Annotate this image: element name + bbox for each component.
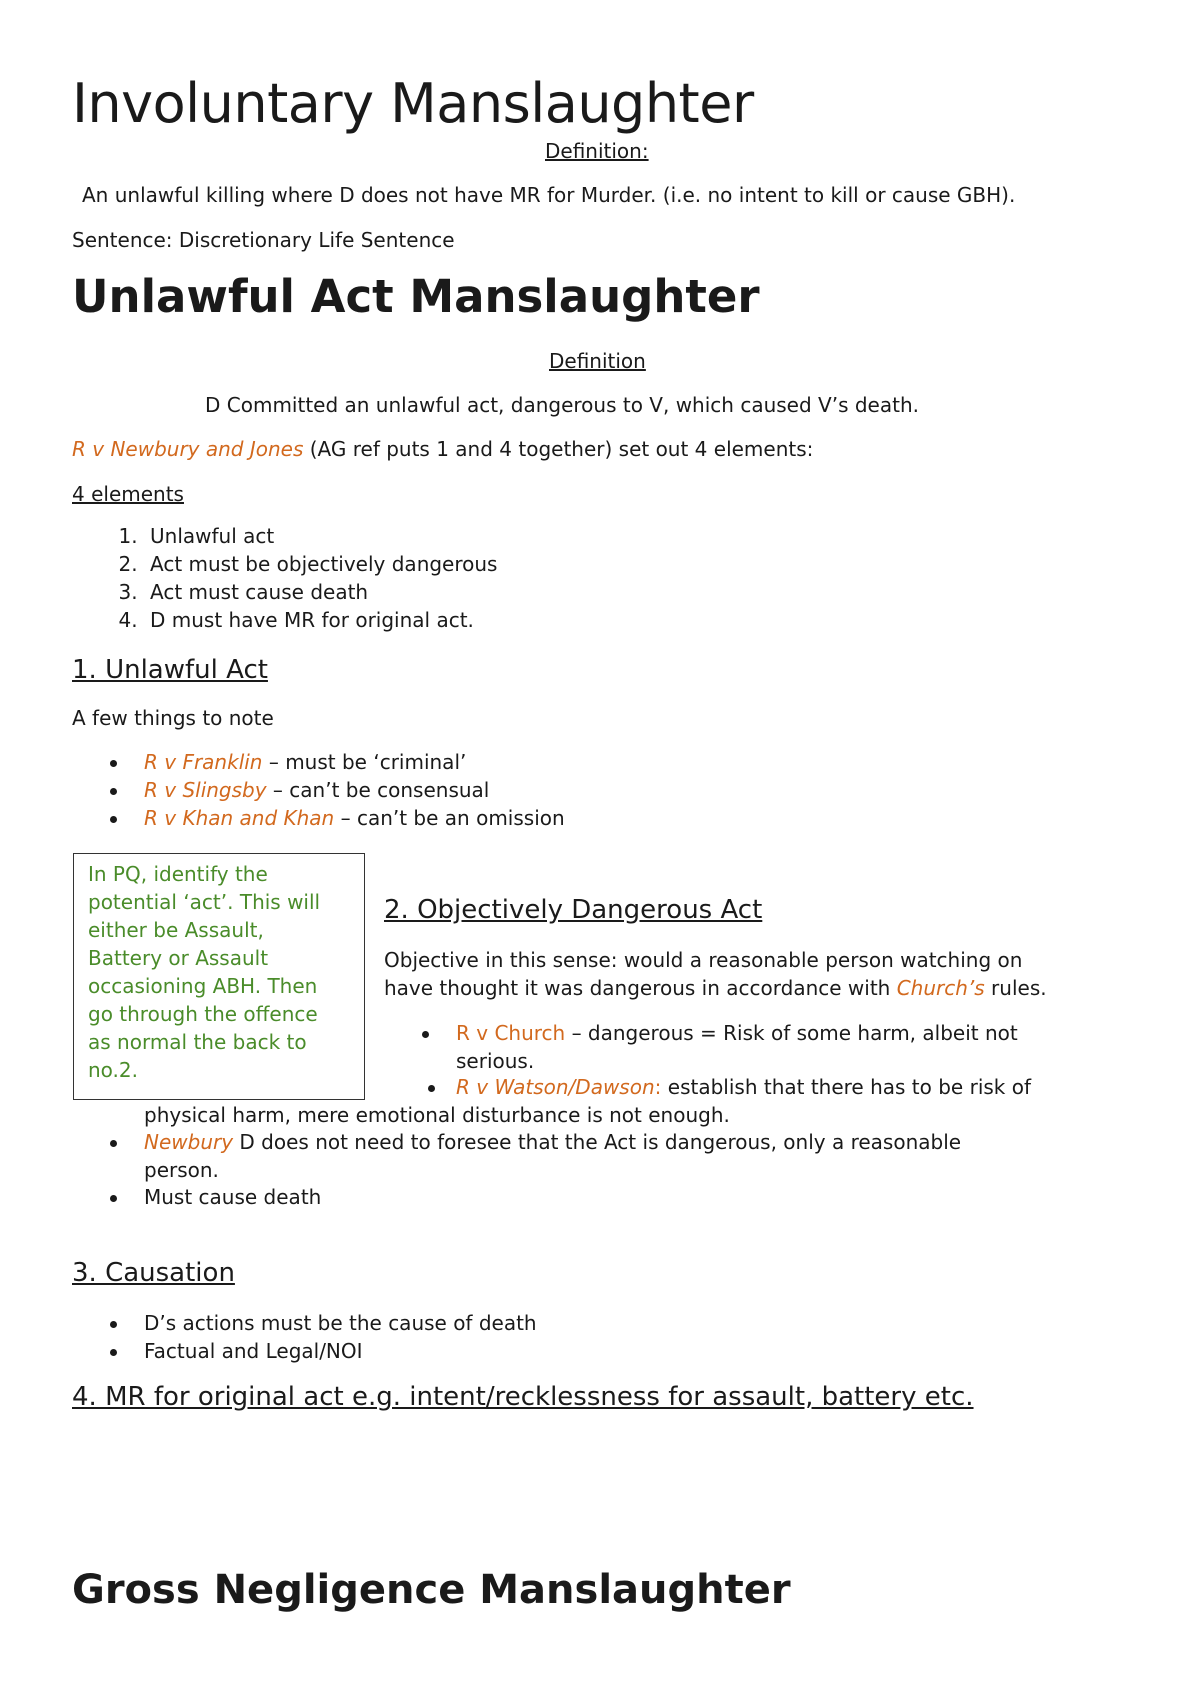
- list-item: [144, 750, 466, 774]
- pq-note-line: In PQ, identify the: [88, 862, 268, 886]
- case-name: Newbury: [144, 1130, 234, 1154]
- section-title-unlawful-act: Unlawful Act Manslaughter: [72, 270, 760, 323]
- list-item: 4. D must have MR for original act.: [144, 606, 497, 634]
- heading-objectively-dangerous: 2. Objectively Dangerous Act: [384, 895, 763, 925]
- list-item: [456, 1021, 1018, 1045]
- intro-text: rules.: [984, 976, 1047, 1000]
- section1-intro: A few things to note: [72, 706, 274, 730]
- list-item: [144, 778, 489, 802]
- bullet-dot: [110, 1349, 117, 1356]
- bullet-text: – must be ‘criminal’: [262, 750, 467, 774]
- newbury-line: [72, 437, 813, 461]
- pq-note-line: go through the offence: [88, 1002, 318, 1026]
- list-item: [144, 806, 565, 830]
- case-colon: :: [654, 1075, 662, 1099]
- list-item: D’s actions must be the cause of death: [144, 1311, 537, 1335]
- elements-label: 4 elements: [72, 482, 184, 506]
- heading-causation: 3. Causation: [72, 1258, 235, 1288]
- list-item: 3. Act must cause death: [144, 578, 497, 606]
- list-item: Factual and Legal/NOI: [144, 1339, 363, 1363]
- pq-note-line: no.2.: [88, 1058, 138, 1082]
- section2-intro-line2: [384, 976, 1047, 1000]
- bullet-continuation: person.: [144, 1158, 219, 1182]
- definition-label-2: Definition: [549, 349, 646, 373]
- list-item: 2. Act must be objectively dangerous: [144, 550, 497, 578]
- case-name: R v Slingsby: [144, 778, 267, 802]
- definition-label: Definition:: [545, 139, 649, 163]
- list-item: Must cause death: [144, 1185, 322, 1209]
- case-name: R v Franklin: [144, 750, 263, 774]
- case-name: Church’s: [896, 976, 985, 1000]
- pq-note-line: potential ‘act’. This will: [88, 890, 321, 914]
- page-title: Involuntary Manslaughter: [72, 72, 754, 135]
- list-item: 1. Unlawful act: [144, 522, 497, 550]
- bullet-dot: [110, 760, 117, 767]
- pq-note-box: [73, 853, 365, 1100]
- bullet-dot: [110, 1195, 117, 1202]
- intro-text: have thought it was dangerous in accordance with: [384, 976, 897, 1000]
- list-item: [144, 1130, 961, 1154]
- section-title-gross-negligence: Gross Negligence Manslaughter: [72, 1567, 791, 1613]
- pq-note-line: occasioning ABH. Then: [88, 974, 318, 998]
- bullet-text: – dangerous = Risk of some harm, albeit not: [565, 1021, 1018, 1045]
- case-name: R v Khan and Khan: [144, 806, 335, 830]
- bullet-dot: [422, 1031, 429, 1038]
- bullet-dot: [428, 1085, 435, 1092]
- pq-note-line: Battery or Assault: [88, 946, 269, 970]
- case-name: R v Newbury and Jones: [72, 437, 304, 461]
- bullet-dot: [110, 788, 117, 795]
- bullet-dot: [110, 1140, 117, 1147]
- bullet-text: – can’t be an omission: [334, 806, 565, 830]
- list-item: [456, 1075, 1031, 1099]
- bullet-continuation: serious.: [456, 1049, 535, 1073]
- newbury-line-text: (AG ref puts 1 and 4 together) set out 4 elements:: [303, 437, 814, 461]
- bullet-text: – can’t be consensual: [266, 778, 490, 802]
- definition-text: An unlawful killing where D does not have MR for Murder. (i.e. no intent to kill or cause GBH).: [82, 183, 1016, 207]
- bullet-text: D does not need to foresee that the Act is dangerous, only a reasonable: [233, 1130, 962, 1154]
- bullet-continuation: physical harm, mere emotional disturbance is not enough.: [144, 1103, 730, 1127]
- section2-intro-line1: Objective in this sense: would a reasonable person watching on: [384, 948, 1023, 972]
- case-name: R v Church: [456, 1021, 566, 1045]
- definition-text-2: D Committed an unlawful act, dangerous to V, which caused V’s death.: [205, 393, 919, 417]
- heading-mr-original-act: 4. MR for original act e.g. intent/recklessness for assault, battery etc.: [72, 1382, 974, 1412]
- bullet-text: establish that there has to be risk of: [661, 1075, 1032, 1099]
- heading-unlawful-act: 1. Unlawful Act: [72, 655, 268, 685]
- case-name: R v Watson/Dawson: [456, 1075, 655, 1099]
- pq-note-line: either be Assault,: [88, 918, 264, 942]
- elements-list: [72, 522, 497, 634]
- pq-note-line: as normal the back to: [88, 1030, 307, 1054]
- sentence-text: Sentence: Discretionary Life Sentence: [72, 228, 455, 252]
- bullet-dot: [110, 816, 117, 823]
- bullet-dot: [110, 1321, 117, 1328]
